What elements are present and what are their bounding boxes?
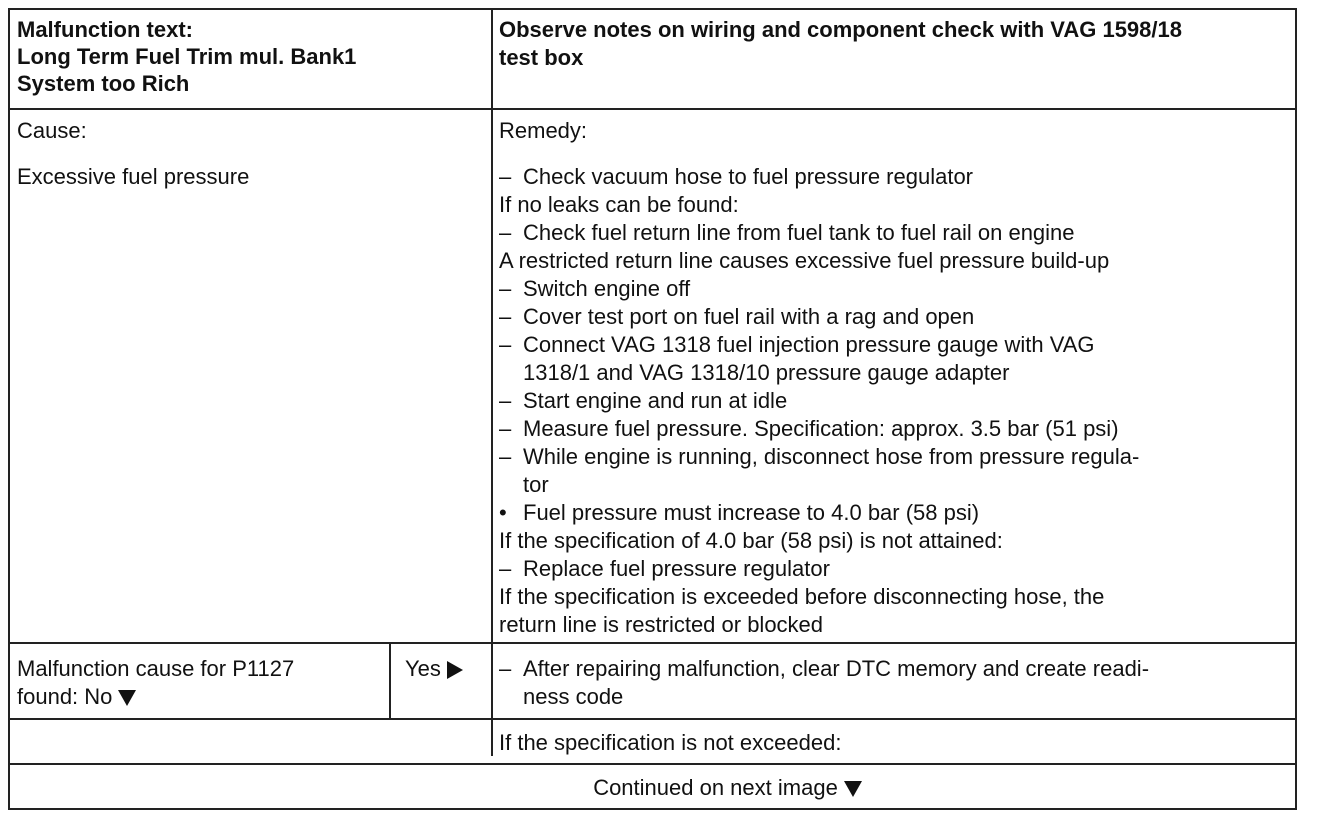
step-dash: –: [499, 276, 512, 301]
remedy-step-text: Check fuel return line from fuel tank to fuel rail on engine: [523, 220, 1075, 245]
remedy-step: [499, 443, 1294, 471]
remedy-step-text: return line is restricted or blocked: [499, 612, 824, 637]
remedy-step: [499, 219, 1294, 247]
row-divider-next: [10, 763, 1295, 765]
step-dash: –: [499, 220, 512, 245]
remedy-step-text: A restricted return line causes excessive fuel pressure build-up: [499, 248, 1110, 273]
step-dash: –: [499, 388, 512, 413]
remedy-step-text: Switch engine off: [523, 276, 691, 301]
observe-notes-cell: [499, 16, 1294, 72]
remedy-step-text: If the specification of 4.0 bar (58 psi) is not attained:: [499, 528, 1003, 553]
step-dash: –: [499, 444, 512, 469]
remedy-step: [499, 247, 1294, 275]
malfunction-text-cell: [17, 16, 487, 98]
remedy-cell: [499, 117, 1294, 639]
remedy-label: Remedy:: [499, 118, 588, 143]
yes-column-divider: [389, 644, 391, 718]
decision-question-line2: found: No: [17, 684, 113, 709]
remedy-step: [499, 163, 1294, 191]
next-step-text: If the specification is not exceeded:: [499, 730, 842, 755]
cause-label: Cause:: [17, 118, 87, 143]
cause-text: Excessive fuel pressure: [17, 164, 250, 189]
row-divider-header: [10, 108, 1295, 110]
remedy-step: [499, 359, 1294, 387]
arrow-down-icon: [118, 690, 136, 706]
remedy-step: [499, 275, 1294, 303]
yes-cell: [405, 655, 490, 683]
remedy-step: [499, 471, 1294, 499]
malfunction-label: Malfunction text:: [17, 17, 193, 42]
continued-text: Continued on next image: [593, 775, 838, 800]
next-step-cell: [499, 729, 1294, 757]
malfunction-name-line2: System too Rich: [17, 71, 190, 96]
bullet-icon: •: [499, 500, 507, 525]
diagnostic-table: [8, 8, 1297, 810]
remedy-step: [499, 387, 1294, 415]
remedy-step: [499, 611, 1294, 639]
yes-action-line2: ness code: [523, 684, 624, 709]
remedy-steps: [499, 163, 1294, 639]
step-dash: –: [499, 304, 512, 329]
yes-action-dash: –: [499, 656, 512, 681]
row-divider-decision: [10, 718, 1295, 720]
remedy-step-text: Cover test port on fuel rail with a rag and open: [523, 304, 975, 329]
remedy-step: [499, 191, 1294, 219]
remedy-step: [499, 527, 1294, 555]
remedy-step: [499, 415, 1294, 443]
remedy-step-text: Fuel pressure must increase to 4.0 bar (58 psi): [523, 500, 980, 525]
remedy-step: [499, 331, 1294, 359]
decision-question-cell: [17, 655, 387, 711]
arrow-down-icon: [844, 781, 862, 797]
malfunction-name-line1: Long Term Fuel Trim mul. Bank1: [17, 44, 357, 69]
remedy-step-text: Measure fuel pressure. Specification: approx. 3.5 bar (51 psi): [523, 416, 1119, 441]
cause-cell: [17, 117, 487, 191]
remedy-step: [499, 555, 1294, 583]
remedy-step-text: tor: [523, 472, 549, 497]
arrow-right-icon: [447, 661, 463, 679]
remedy-step-text: Replace fuel pressure regulator: [523, 556, 830, 581]
remedy-step-text: Start engine and run at idle: [523, 388, 788, 413]
remedy-step-text: While engine is running, disconnect hose from pressure regula-: [523, 444, 1140, 469]
column-divider: [491, 10, 493, 756]
remedy-step-text: 1318/1 and VAG 1318/10 pressure gauge adapter: [523, 360, 1010, 385]
continued-footer: [10, 774, 1295, 802]
yes-action-line1: After repairing malfunction, clear DTC memory and create readi-: [523, 656, 1150, 681]
remedy-step-text: Check vacuum hose to fuel pressure regulator: [523, 164, 974, 189]
remedy-step: [499, 583, 1294, 611]
remedy-step-text: If no leaks can be found:: [499, 192, 739, 217]
remedy-step-text: If the specification is exceeded before disconnecting hose, the: [499, 584, 1105, 609]
decision-question-line2-wrap: [17, 683, 387, 711]
step-dash: –: [499, 416, 512, 441]
decision-question-line1: Malfunction cause for P1127: [17, 656, 295, 681]
step-dash: –: [499, 164, 512, 189]
observe-notes-line1: Observe notes on wiring and component check with VAG 1598/18: [499, 17, 1182, 42]
step-dash: –: [499, 332, 512, 357]
yes-label: Yes: [405, 656, 441, 681]
remedy-step: [499, 303, 1294, 331]
step-dash: –: [499, 556, 512, 581]
observe-notes-line2: test box: [499, 45, 584, 70]
remedy-step: [499, 499, 1294, 527]
remedy-step-text: Connect VAG 1318 fuel injection pressure gauge with VAG: [523, 332, 1095, 357]
yes-action-cell: [499, 655, 1294, 711]
row-divider-remedy: [10, 642, 1295, 644]
